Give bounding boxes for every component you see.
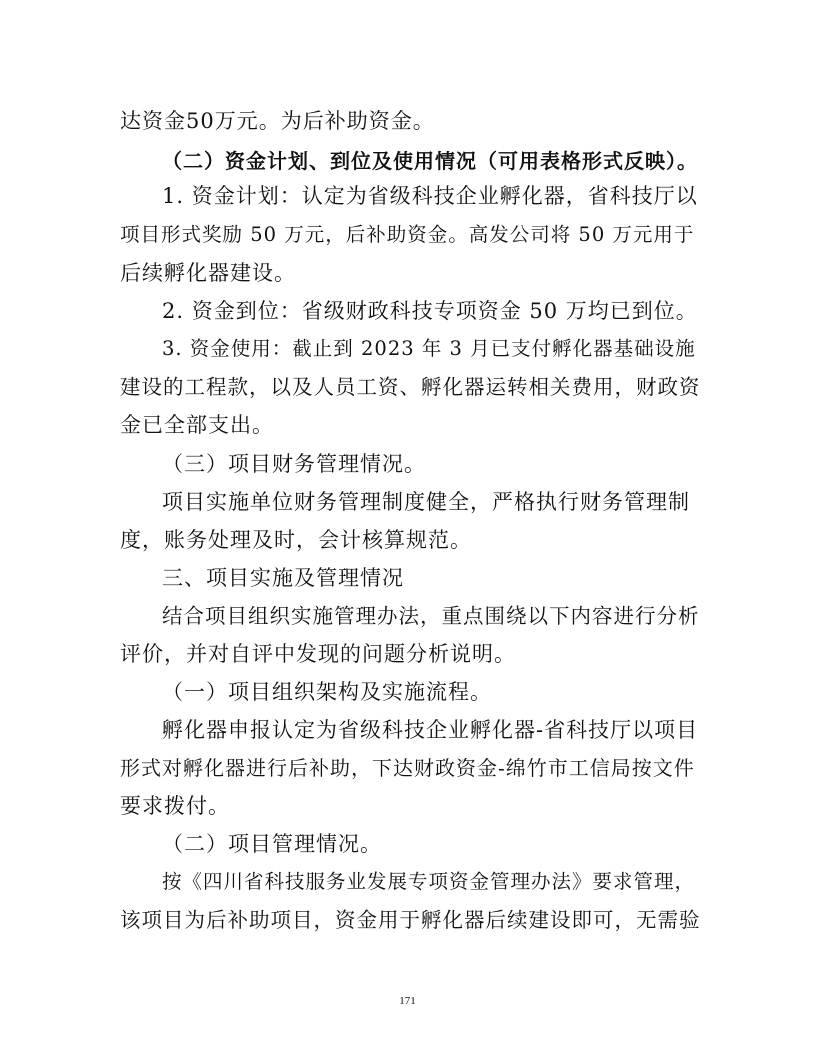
paragraph-line: 建设的工程款，以及人员工资、孵化器运转相关费用，财政资: [120, 375, 701, 399]
paragraph-line: 项目形式奖励 50 万元，后补助资金。高发公司将 50 万元用于: [120, 223, 695, 246]
paragraph-line: 金已全部支出。: [120, 413, 274, 437]
subsection-heading: （一）项目组织架构及实施流程。: [162, 680, 492, 704]
paragraph-line: 1. 资金计划：认定为省级科技企业孵化器，省科技厅以: [162, 184, 698, 208]
section-heading: （二）资金计划、到位及使用情况（可用表格形式反映）。: [162, 149, 698, 173]
subsection-heading: （三）项目财务管理情况。: [162, 452, 426, 476]
paragraph-line: 2. 资金到位：省级财政科技专项资金 50 万均已到位。: [162, 299, 698, 323]
paragraph-line: 达资金50万元。为后补助资金。: [120, 109, 435, 133]
paragraph-line: 该项目为后补助项目，资金用于孵化器后续建设即可，无需验: [120, 908, 701, 932]
subsection-heading: （二）项目管理情况。: [162, 832, 382, 856]
paragraph-line: 后续孵化器建设。: [120, 261, 296, 285]
paragraph-line: 形式对孵化器进行后补助，下达财政资金-绵竹市工信局按文件: [120, 756, 695, 780]
paragraph-line: 3. 资金使用：截止到 2023 年 3 月已支付孵化器基础设施: [162, 337, 696, 360]
paragraph-line: 孵化器申报认定为省级科技企业孵化器-省科技厅以项目: [162, 718, 699, 742]
paragraph-line: 项目实施单位财务管理制度健全，严格执行财务管理制: [162, 490, 690, 514]
paragraph-line: 度，账务处理及时，会计核算规范。: [120, 528, 472, 552]
paragraph-line: 要求拨付。: [120, 794, 230, 818]
page-number: 171: [399, 995, 416, 1007]
paragraph-line: 按《四川省科技服务业发展专项资金管理办法》要求管理，: [162, 870, 696, 893]
section-heading: 三、项目实施及管理情况: [162, 566, 404, 590]
paragraph-line: 结合项目组织实施管理办法，重点围绕以下内容进行分析: [162, 604, 700, 628]
paragraph-line: 评价，并对自评中发现的问题分析说明。: [120, 642, 516, 666]
